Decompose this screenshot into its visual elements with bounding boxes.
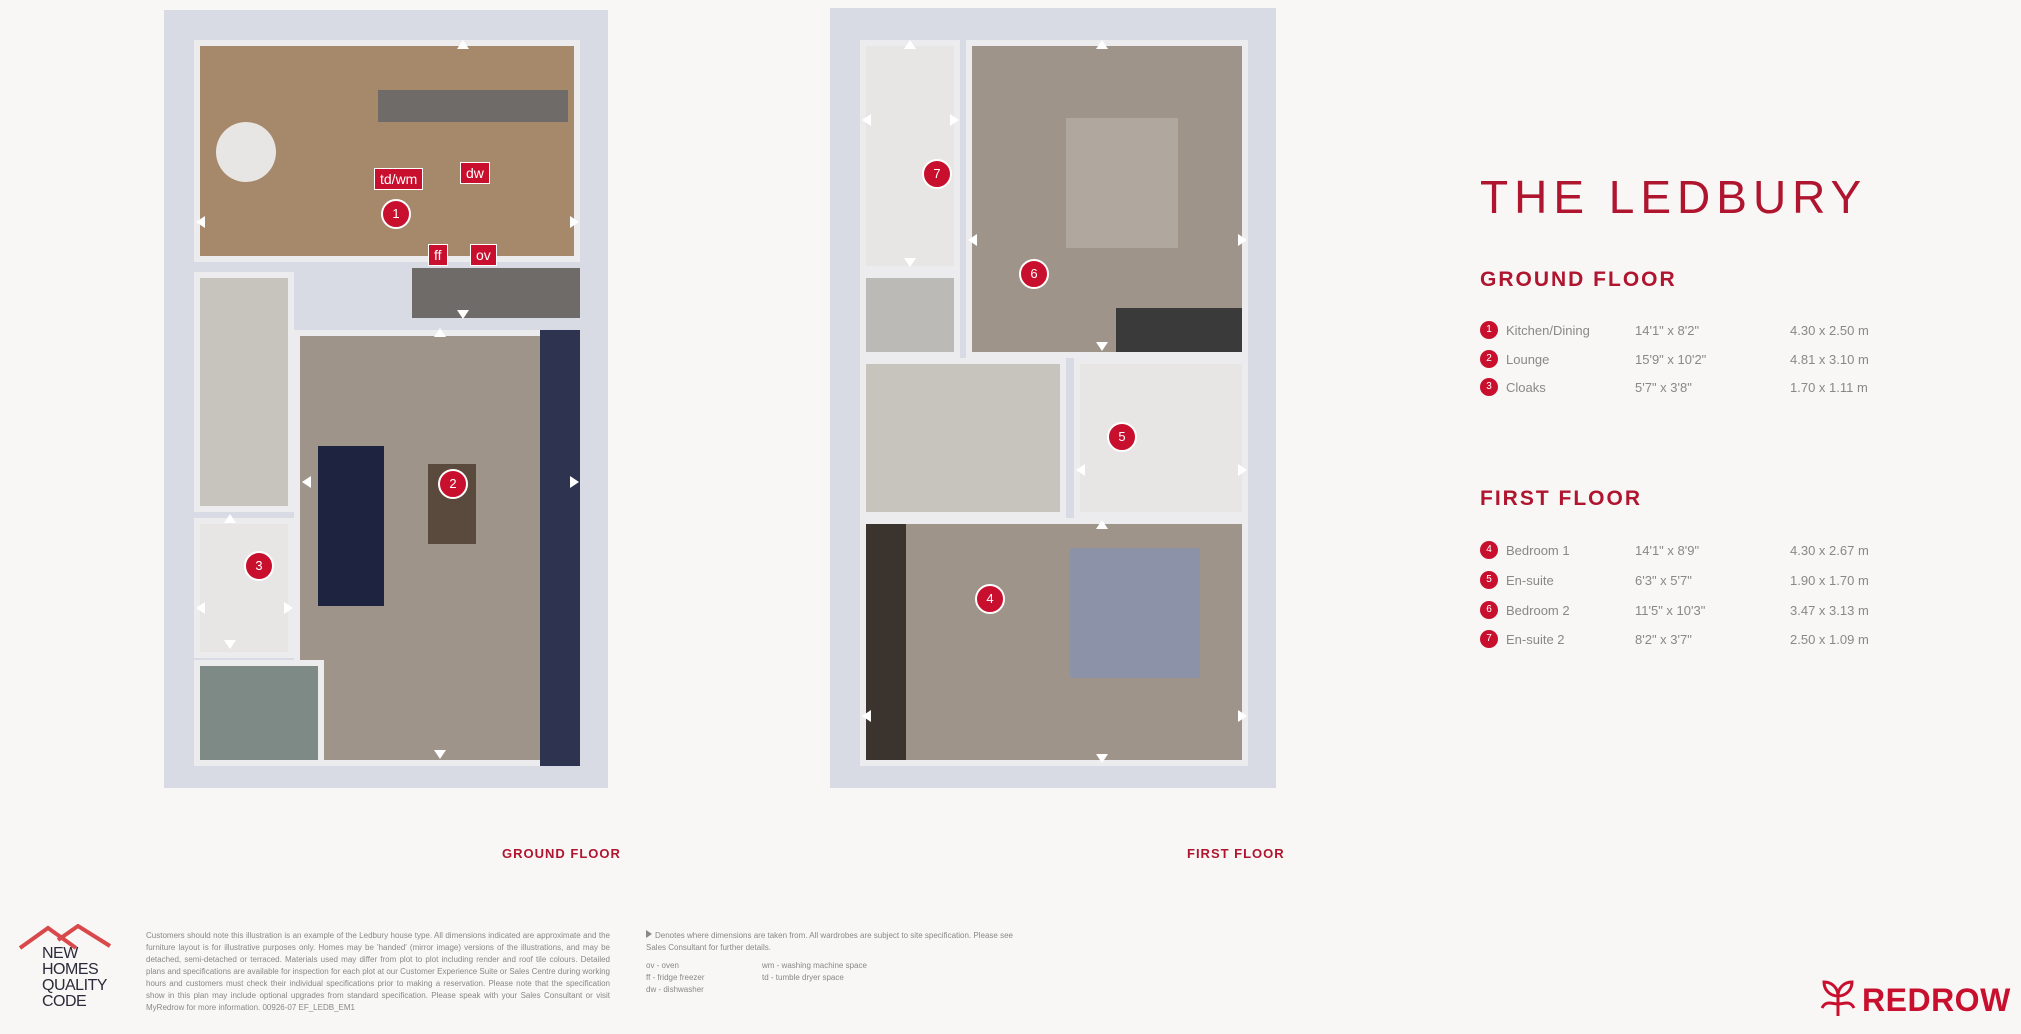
dimension-note-text: Denotes where dimensions are taken from. All wardrobes are subject to site specification. Please see Sales Consultant for further details. [646,931,1013,952]
redrow-logo [1816,978,2016,1018]
kitchen-utility-block [412,268,580,318]
dimension-arrow-icon [1096,520,1108,529]
room-marker-2: 2 [438,469,468,499]
dimension-arrow-icon [224,514,236,523]
redrow-rose-icon [1816,978,1860,1018]
room-marker-3: 3 [244,551,274,581]
tag-dw: dw [460,162,490,184]
nhqc-line-2: HOMES [42,961,99,978]
room-imperial-size: 14'1" x 8'2" [1635,323,1700,338]
dimension-arrow-icon [1076,464,1085,476]
room-metric-size: 2.50 x 1.09 m [1790,632,1869,647]
key-item: ov - oven [646,961,679,970]
tag-ff: ff [428,244,448,266]
first-floor-plan [830,8,1276,788]
dimension-arrow-icon [904,258,916,267]
ground-floor-plan [164,10,608,788]
key-col-2 [762,960,867,984]
key-item: dw - dishwasher [646,985,704,994]
dimension-arrow-icon [968,234,977,246]
redrow-wordmark: REDROW [1862,982,2011,1018]
room-name: Cloaks [1506,380,1546,395]
room-marker-6: 6 [1019,259,1049,289]
dimension-arrow-icon [1238,234,1247,246]
dining-table [216,122,276,182]
room-name: Lounge [1506,352,1550,367]
first-floor-stairs [860,358,1066,518]
dimension-arrow-icon [224,640,236,649]
tag-ov: ov [470,244,497,266]
dimension-arrow-icon [862,114,871,126]
room-number-badge: 1 [1480,321,1498,339]
room-number-badge: 3 [1480,378,1498,396]
dimension-arrow-icon [457,40,469,49]
room-imperial-size: 11'5" x 10'3" [1635,603,1706,618]
landing-cupboard [860,272,960,358]
key-col-1 [646,960,705,996]
dimension-arrow-icon [434,750,446,759]
dimension-arrow-icon [196,216,205,228]
bedroom-1-wardrobe [866,524,906,760]
dimension-note [646,930,1026,954]
room-name: Kitchen/Dining [1506,323,1590,338]
dimension-arrow-icon [434,328,446,337]
room-imperial-size: 6'3" x 5'7" [1635,573,1692,588]
bedroom-2-bed [1066,118,1178,248]
first-floor-heading: FIRST FLOOR [1480,487,1642,510]
dimension-arrow-icon [570,476,579,488]
kitchen-counter [378,90,568,122]
dimension-arrow-icon [1238,464,1247,476]
dimension-arrow-icon [950,114,959,126]
dimension-arrow-icon [1238,710,1247,722]
dimension-arrow-icon [862,710,871,722]
dimension-marker-icon [646,930,652,938]
tag-td-wm: td/wm [374,168,423,190]
room-number-badge: 7 [1480,630,1498,648]
room-metric-size: 1.90 x 1.70 m [1790,573,1869,588]
room-imperial-size: 15'9" x 10'2" [1635,352,1707,367]
lounge-window-wall [540,330,580,766]
ground-floor-caption: GROUND FLOOR [502,846,621,861]
room-name: En-suite 2 [1506,632,1565,647]
bedroom-2-wardrobe [1116,308,1242,352]
dimension-arrow-icon [904,40,916,49]
room-name: Bedroom 1 [1506,543,1570,558]
bedroom-1-bed [1070,548,1200,678]
dimension-arrow-icon [457,310,469,319]
room-metric-size: 4.30 x 2.50 m [1790,323,1869,338]
room-metric-size: 4.30 x 2.67 m [1790,543,1869,558]
room-marker-4: 4 [975,584,1005,614]
key-item: ff - fridge freezer [646,973,705,982]
room-number-badge: 6 [1480,601,1498,619]
dimension-arrow-icon [1096,40,1108,49]
nhqc-line-1: NEW [42,945,78,962]
room-metric-size: 4.81 x 3.10 m [1790,352,1869,367]
key-item: wm - washing machine space [762,961,867,970]
first-floor-caption: FIRST FLOOR [1187,846,1285,861]
room-number-badge: 5 [1480,571,1498,589]
dimension-arrow-icon [302,476,311,488]
room-number-badge: 4 [1480,541,1498,559]
room-name: Bedroom 2 [1506,603,1570,618]
room-metric-size: 3.47 x 3.13 m [1790,603,1869,618]
nhqc-line-3: QUALITY [42,977,107,994]
dimension-arrow-icon [1096,754,1108,763]
nhqc-line-4: CODE [42,993,87,1010]
page-title: THE LEDBURY [1480,171,1868,223]
nhqc-logo [18,924,138,1014]
en-suite-room [1074,358,1248,518]
disclaimer-text: Customers should note this illustration is an example of the Ledbury house type. All dimensions indicated are approximate and the furniture layout is for illustrative purposes only. Homes may be 'handed' (mirror image) versions of the illustrations, and may be detached, semi-detached or terraced. Materials used may differ from plot to plot including render and roof tile colours. Detailed plans and specifications are available for inspection for each plot at our Customer Experience Suite or Sales Centre during working hours and customers must check their individual specifications prior to making a reservation. Please note that the specification show in this plan may include optional upgrades from standard specification. Please speak with your Sales Consultant or visit MyRedrow for more information. 00926-07 EF_LEDB_EM1 [146,931,610,1012]
dimension-arrow-icon [570,216,579,228]
room-metric-size: 1.70 x 1.11 m [1790,380,1868,395]
en-suite-2-room [860,40,960,272]
ground-floor-heading: GROUND FLOOR [1480,268,1677,291]
room-imperial-size: 5'7" x 3'8" [1635,380,1692,395]
porch [194,660,324,766]
room-imperial-size: 8'2" x 3'7" [1635,632,1692,647]
dimension-arrow-icon [196,602,205,614]
room-imperial-size: 14'1" x 8'9" [1635,543,1700,558]
room-marker-7: 7 [922,159,952,189]
stairs-hall [194,272,294,512]
sofa [318,446,384,606]
room-marker-1: 1 [381,199,411,229]
dimension-arrow-icon [1096,342,1108,351]
room-number-badge: 2 [1480,350,1498,368]
dimension-arrow-icon [284,602,293,614]
key-item: td - tumble dryer space [762,973,844,982]
cloaks-room [194,518,294,658]
room-marker-5: 5 [1107,422,1137,452]
room-name: En-suite [1506,573,1554,588]
